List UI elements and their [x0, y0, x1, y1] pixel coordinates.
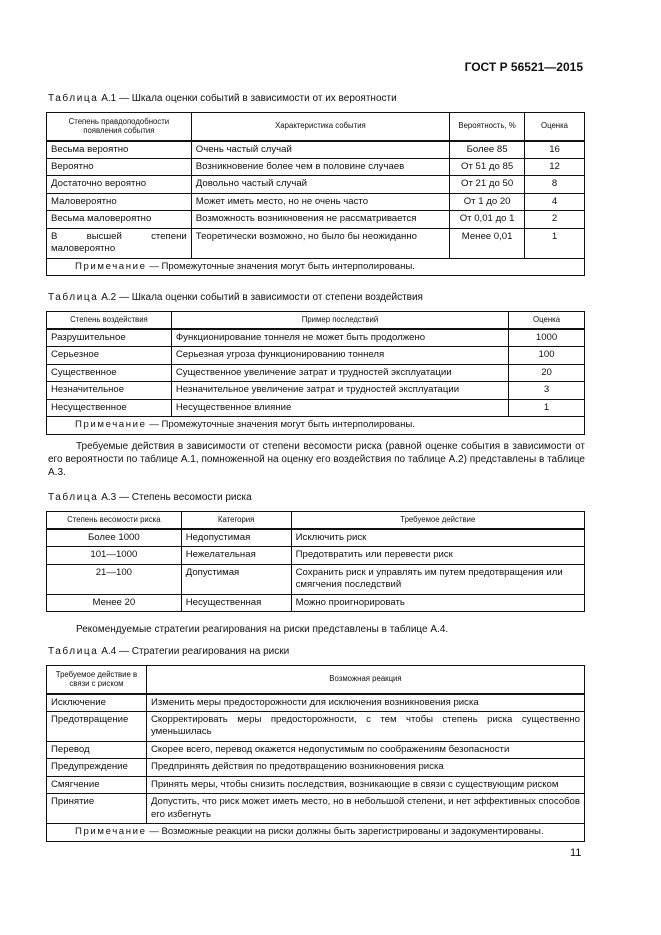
- table-cell: Функционирование тоннеля не может быть продолжено: [171, 329, 508, 347]
- table-header-row: [47, 512, 585, 529]
- table-row: [47, 347, 585, 364]
- table-row: [47, 741, 585, 758]
- table-a3: [46, 511, 585, 612]
- table-cell: Несущественное: [47, 399, 172, 416]
- column-header: Пример последствий: [171, 312, 508, 329]
- table-header-row: [47, 113, 585, 141]
- table-a3-caption: [48, 492, 252, 503]
- table-a4: [46, 665, 585, 842]
- table-cell: Исключить риск: [291, 529, 584, 547]
- table-row: [47, 158, 585, 175]
- table-cell: Принятие: [47, 794, 147, 824]
- column-header: Степень воздействия: [47, 312, 172, 329]
- table-cell: Сохранить риск и управлять им путем предотвращения или смягчения последствий: [291, 564, 584, 594]
- table-cell: 2: [525, 211, 585, 228]
- table-cell: Предупреждение: [47, 759, 147, 776]
- table-cell: Незначительное увеличение затрат и трудностей эксплуатации: [171, 382, 508, 399]
- table-cell: 21—100: [47, 564, 182, 594]
- caption-text: А.3 — Степень весомости риска: [101, 492, 252, 503]
- table-row: [47, 759, 585, 776]
- table-cell: От 51 до 85: [450, 158, 525, 175]
- table-header-row: [47, 666, 585, 694]
- table-cell: Предпринять действия по предотвращению возникновения риска: [146, 759, 584, 776]
- page-number: 11: [570, 847, 582, 859]
- table-cell: Очень частый случай: [191, 141, 449, 159]
- paragraph-response-strategies: Рекомендуемые стратегии реагирования на риски представлены в таблице А.4.: [76, 624, 449, 635]
- table-row: [47, 329, 585, 347]
- table-cell: 100: [509, 347, 585, 364]
- table-cell: Возникновение более чем в половине случаев: [191, 158, 449, 175]
- column-header: Характеристика события: [191, 113, 449, 141]
- table-label: Таблица: [48, 646, 99, 657]
- table-row: [47, 364, 585, 381]
- table-cell: Допустить, что риск может иметь место, но в небольшой степени, и нет эффективных способов его избегнуть: [146, 794, 584, 824]
- note-text: — Промежуточные значения могут быть интерполированы.: [149, 260, 415, 272]
- table-cell: Довольно частый случай: [191, 176, 449, 193]
- table-cell: Более 85: [450, 141, 525, 159]
- table-cell: От 1 до 20: [450, 193, 525, 210]
- column-header: Оценка: [525, 113, 585, 141]
- table-cell: Возможность возникновения не рассматривается: [191, 211, 449, 228]
- table-cell: Допустимая: [181, 564, 291, 594]
- table-cell: 3: [509, 382, 585, 399]
- table-cell: Существенное: [47, 364, 172, 381]
- table-cell: Недопустимая: [181, 529, 291, 547]
- table-cell: В высшей степени маловероятно: [47, 228, 192, 258]
- table-a2: [46, 311, 585, 435]
- table-cell: 1: [509, 399, 585, 416]
- table-row: [47, 141, 585, 159]
- document-id: ГОСТ Р 56521—2015: [464, 60, 583, 74]
- table-a1: [46, 112, 585, 276]
- table-cell: Весьма вероятно: [47, 141, 192, 159]
- note-label: Примечание: [75, 260, 147, 272]
- table-note: [47, 417, 585, 434]
- column-header: Вероятность, %: [450, 113, 525, 141]
- table-cell: Скорректировать меры предосторожности, с тем чтобы степень риска существенно уменьшилась: [146, 711, 584, 741]
- table-cell: Может иметь место, но не очень часто: [191, 193, 449, 210]
- table-note: [47, 258, 585, 275]
- table-cell: Перевод: [47, 741, 147, 758]
- table-cell: Менее 0,01: [450, 228, 525, 258]
- caption-text: А.1 — Шкала оценки событий в зависимости от их вероятности: [101, 93, 397, 104]
- table-a1-caption: [48, 93, 397, 104]
- table-cell: 16: [525, 141, 585, 159]
- note-text: — Промежуточные значения могут быть интерполированы.: [149, 419, 415, 431]
- caption-text: А.4 — Стратегии реагирования на риски: [101, 646, 290, 657]
- column-header: Возможная реакция: [146, 666, 584, 694]
- table-cell: Достаточно вероятно: [47, 176, 192, 193]
- table-cell: Незначительное: [47, 382, 172, 399]
- table-row: [47, 399, 585, 416]
- table-cell: Разрушительное: [47, 329, 172, 347]
- table-row: [47, 794, 585, 824]
- table-a4-caption: [48, 646, 289, 657]
- table-note-row: [47, 824, 585, 841]
- table-row: [47, 193, 585, 210]
- table-note: [47, 824, 585, 841]
- table-row: [47, 529, 585, 547]
- table-row: [47, 694, 585, 712]
- note-text: — Возможные реакции на риски должны быть зарегистрированы и задокументированы.: [149, 826, 544, 838]
- table-cell: Серьезная угроза функционированию тоннеля: [171, 347, 508, 364]
- table-cell: 1000: [509, 329, 585, 347]
- note-label: Примечание: [75, 826, 147, 838]
- table-cell: Исключение: [47, 694, 147, 712]
- table-cell: 101—1000: [47, 547, 182, 564]
- table-cell: Смягчение: [47, 776, 147, 793]
- table-cell: Более 1000: [47, 529, 182, 547]
- note-label: Примечание: [75, 419, 147, 431]
- table-note-row: [47, 258, 585, 275]
- table-cell: 12: [525, 158, 585, 175]
- table-cell: Серьезное: [47, 347, 172, 364]
- table-cell: Предотвращение: [47, 711, 147, 741]
- table-row: [47, 382, 585, 399]
- caption-text: А.2 — Шкала оценки событий в зависимости от степени воздействия: [101, 292, 423, 303]
- table-cell: Несущественная: [181, 594, 291, 611]
- column-header: Требуемое действие в связи с риском: [47, 666, 147, 694]
- table-cell: 1: [525, 228, 585, 258]
- table-row: [47, 228, 585, 258]
- table-cell: Принять меры, чтобы снизить последствия, возникающие в связи с существующим риском: [146, 776, 584, 793]
- table-row: [47, 547, 585, 564]
- table-row: [47, 594, 585, 611]
- table-cell: Вероятно: [47, 158, 192, 175]
- table-cell: От 0,01 до 1: [450, 211, 525, 228]
- table-cell: От 21 до 50: [450, 176, 525, 193]
- table-cell: Предотвратить или перевести риск: [291, 547, 584, 564]
- table-cell: Маловероятно: [47, 193, 192, 210]
- table-cell: Можно проигнорировать: [291, 594, 584, 611]
- table-cell: Скорее всего, перевод окажется недопустимым по соображениям безопасности: [146, 741, 584, 758]
- table-cell: Менее 20: [47, 594, 182, 611]
- table-cell: Существенное увеличение затрат и трудностей эксплуатации: [171, 364, 508, 381]
- table-cell: 4: [525, 193, 585, 210]
- column-header: Степень весомости риска: [47, 512, 182, 529]
- table-row: [47, 776, 585, 793]
- column-header: Степень правдоподобности появления события: [47, 113, 192, 141]
- paragraph-required-actions: Требуемые действия в зависимости от степени весомости риска (равной оценке события в зависимости от его вероятности по таблице А.1, помноженной на оценку его воздействия по таблице А.2) представлены в таблице А.3.: [48, 441, 585, 478]
- table-label: Таблица: [48, 292, 99, 303]
- table-cell: 8: [525, 176, 585, 193]
- column-header: Оценка: [509, 312, 585, 329]
- table-row: [47, 211, 585, 228]
- column-header: Категория: [181, 512, 291, 529]
- table-header-row: [47, 312, 585, 329]
- table-row: [47, 711, 585, 741]
- table-row: [47, 564, 585, 594]
- table-cell: 20: [509, 364, 585, 381]
- table-label: Таблица: [48, 492, 99, 503]
- table-cell: Весьма маловероятно: [47, 211, 192, 228]
- table-cell: Нежелательная: [181, 547, 291, 564]
- table-label: Таблица: [48, 93, 99, 104]
- table-note-row: [47, 417, 585, 434]
- table-cell: Несущественное влияние: [171, 399, 508, 416]
- column-header: Требуемое действие: [291, 512, 584, 529]
- table-a2-caption: [48, 292, 423, 303]
- table-cell: Изменить меры предосторожности для исключения возникновения риска: [146, 694, 584, 712]
- table-row: [47, 176, 585, 193]
- table-cell: Теоретически возможно, но было бы неожиданно: [191, 228, 449, 258]
